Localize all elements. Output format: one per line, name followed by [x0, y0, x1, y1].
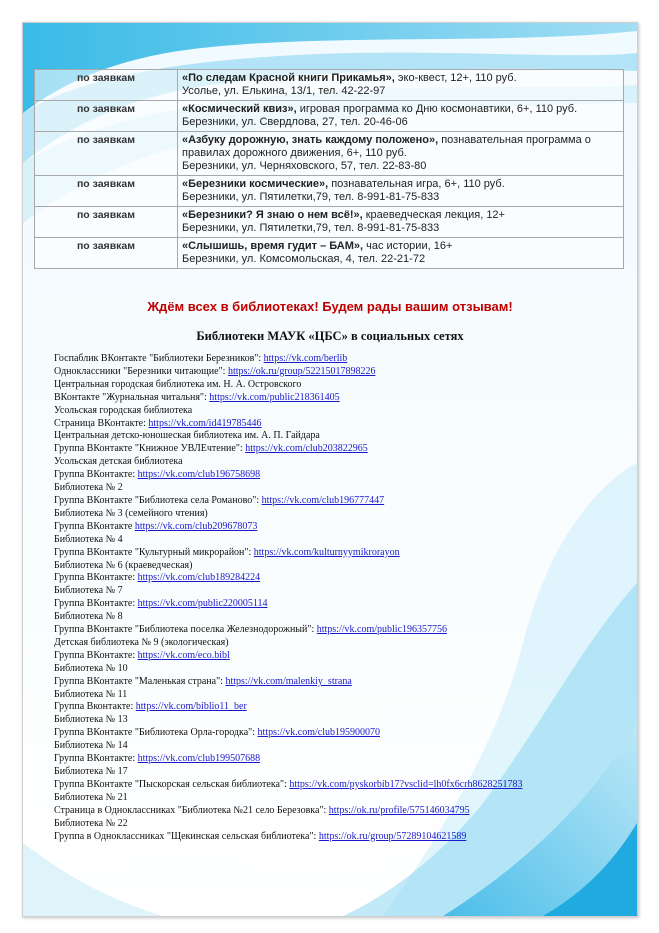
library-name-line: [54, 792, 624, 805]
event-row: [35, 176, 624, 207]
social-heading: Библиотеки МАУК «ЦБС» в социальных сетях: [196, 329, 464, 343]
event-title: «Березники? Я знаю о нем всё!»,: [182, 209, 363, 221]
event-row: [35, 101, 624, 132]
social-link-label: Группа Вконтакте:: [54, 701, 136, 713]
library-name-line: [54, 456, 624, 469]
event-address: Березники, ул. Пятилетки,79, тел. 8-991-81-75-833: [182, 222, 440, 234]
event-title: «Березники космические»,: [182, 178, 329, 190]
library-name-line: [54, 714, 624, 727]
event-address: Березники, ул. Свердлова, 27, тел. 20-46-06: [182, 116, 408, 128]
social-link-label: Группа ВКонтакте: [54, 520, 135, 532]
event-address: Березники, ул. Черняховского, 57, тел. 22-83-80: [182, 160, 427, 172]
social-link-line: [54, 753, 624, 766]
event-title: «Азбуку дорожную, знать каждому положено»,: [182, 134, 439, 146]
event-when: по заявкам: [35, 132, 178, 176]
library-name: Библиотека № 6 (краеведческая): [54, 559, 193, 571]
social-link-label: Группа ВКонтакте:: [54, 598, 138, 610]
event-title: «По следам Красной книги Прикамья»,: [182, 72, 395, 84]
library-name-line: [54, 379, 624, 392]
social-link-label: Группа ВКонтакте:: [54, 469, 138, 481]
event-details: [178, 132, 624, 176]
library-name-line: [54, 482, 624, 495]
event-details: [178, 176, 624, 207]
event-description: познавательная игра, 6+, 110 руб.: [328, 178, 505, 190]
social-link-label: Группа ВКонтакте "Культурный микрорайон":: [54, 546, 254, 558]
event-title: «Слышишь, время гудит – БАМ»,: [182, 240, 364, 252]
library-name: Библиотека № 4: [54, 533, 123, 545]
social-link-line: [54, 805, 624, 818]
social-link-url[interactable]: https://vk.com/eco.bibl: [137, 649, 230, 661]
library-name: Усольская детская библиотека: [54, 456, 183, 468]
social-link-url[interactable]: https://vk.com/club196777447: [261, 494, 385, 506]
library-name-line: [54, 637, 624, 650]
library-name-line: [54, 430, 624, 443]
library-name-line: [54, 560, 624, 573]
social-link-line: [54, 547, 624, 560]
library-name: Центральная городская библиотека им. Н. А. Островского: [54, 378, 302, 390]
library-name: Библиотека № 22: [54, 817, 128, 829]
events-table: [34, 69, 624, 269]
event-when: по заявкам: [35, 207, 178, 238]
library-name: Библиотека № 11: [54, 688, 128, 700]
library-name: Библиотека № 7: [54, 585, 123, 597]
event-address: Усолье, ул. Елькина, 13/1, тел. 42-22-97: [182, 85, 386, 97]
social-link-line: [54, 392, 624, 405]
event-details: [178, 207, 624, 238]
social-link-line: [54, 727, 624, 740]
event-when: по заявкам: [35, 70, 178, 101]
event-row: [35, 70, 624, 101]
social-link-label: Группа ВКонтакте "Пыскорская сельская библиотека":: [54, 778, 290, 790]
event-description: час истории, 16+: [363, 240, 453, 252]
social-link-label: ВКонтакте "Журнальная читальня":: [54, 391, 210, 403]
library-name-line: [54, 611, 624, 624]
document-page: [22, 22, 638, 917]
social-link-label: Страница ВКонтакте:: [54, 417, 149, 429]
social-link-line: [54, 831, 624, 844]
social-link-label: Одноклассники "Березники читающие":: [54, 365, 228, 377]
event-when: по заявкам: [35, 238, 178, 269]
social-link-label: Группа ВКонтакте:: [54, 753, 138, 765]
social-links-list: [54, 353, 624, 843]
library-name-line: [54, 585, 624, 598]
event-row: [35, 238, 624, 269]
social-link-label: Группа ВКонтакте:: [54, 649, 138, 661]
event-row: [35, 132, 624, 176]
social-link-url[interactable]: https://ok.ru/profile/575146034795: [328, 804, 470, 816]
event-address: Березники, ул. Пятилетки,79, тел. 8-991-81-75-833: [182, 191, 440, 203]
social-link-line: [54, 650, 624, 663]
social-link-url[interactable]: https://vk.com/pyskorbib17?vsclid=lh0fx6crh8628251783: [289, 778, 523, 790]
event-when: по заявкам: [35, 101, 178, 132]
social-link-label: Госпаблик ВКонтакте "Библиотеки Березников":: [54, 353, 264, 364]
social-link-url[interactable]: https://vk.com/public220005114: [137, 598, 268, 610]
library-name-line: [54, 740, 624, 753]
social-link-label: Страница в Одноклассниках "Библиотека №21 село Березовка":: [54, 804, 329, 816]
library-name: Библиотека № 8: [54, 611, 123, 623]
social-link-label: Группа в Одноклассниках "Щекинская сельская библиотека":: [54, 830, 319, 842]
social-link-label: Группа ВКонтакте "Маленькая страна":: [54, 675, 226, 687]
library-name-line: [54, 689, 624, 702]
event-description: познавательная программа о правилах дорожного движения, 6+, 110 руб.: [182, 134, 591, 159]
social-link-url[interactable]: https://vk.com/club203822965: [245, 443, 368, 455]
invitation-banner: Ждём всех в библиотеках! Будем рады вашим отзывам!: [147, 299, 513, 314]
event-details: [178, 238, 624, 269]
social-link-url[interactable]: https://vk.com/id419785446: [148, 417, 262, 429]
social-link-url[interactable]: https://vk.com/kulturnyymikrorayon: [253, 546, 400, 558]
social-link-line: [54, 701, 624, 714]
social-link-label: Группа ВКонтакте "Библиотека села Романово":: [54, 494, 262, 506]
library-name: Библиотека № 21: [54, 791, 128, 803]
social-link-line: [54, 469, 624, 482]
social-link-line: [54, 495, 624, 508]
library-name: Центральная детско-юношеская библиотека им. А. П. Гайдара: [54, 430, 320, 442]
social-link-line: [54, 366, 624, 379]
social-link-line: [54, 418, 624, 431]
event-description: эко-квест, 12+, 110 руб.: [394, 72, 517, 84]
library-name-line: [54, 818, 624, 831]
library-name: Библиотека № 17: [54, 766, 128, 777]
event-address: Березники, ул. Комсомольская, 4, тел. 22-21-72: [182, 253, 426, 265]
social-link-line: [54, 598, 624, 611]
social-link-url[interactable]: https://ok.ru/group/52215017898226: [227, 365, 376, 377]
event-title: «Космический квиз»,: [182, 103, 297, 115]
social-link-line: [54, 521, 624, 534]
social-link-line: [54, 779, 624, 792]
social-link-label: Группа ВКонтакте "Книжное УВЛЕчтение":: [54, 443, 246, 455]
library-name: Библиотека № 2: [54, 482, 123, 494]
library-name: Библиотека № 14: [54, 740, 128, 752]
social-link-url[interactable]: https://vk.com/club196758698: [137, 469, 261, 481]
event-details: [178, 70, 624, 101]
library-name: Библиотека № 3 (семейного чтения): [54, 507, 208, 519]
social-link-line: [54, 624, 624, 637]
event-details: [178, 101, 624, 132]
social-link-url[interactable]: https://vk.com/biblio11_ber: [135, 701, 247, 713]
social-link-line: [54, 443, 624, 456]
social-link-url[interactable]: https://vk.com/club209678073: [134, 520, 258, 532]
social-link-url[interactable]: https://vk.com/berlib: [263, 353, 348, 364]
social-link-url[interactable]: https://vk.com/public218361405: [209, 391, 340, 403]
library-name: Усольская городская библиотека: [54, 404, 193, 416]
social-link-url[interactable]: https://vk.com/public196357756: [316, 624, 448, 636]
social-link-label: Группа ВКонтакте "Библиотека Орла-городка":: [54, 727, 258, 739]
library-name: Детская библиотека № 9 (экологическая): [54, 636, 229, 648]
social-link-label: Группа ВКонтакте:: [54, 572, 138, 584]
library-name-line: [54, 766, 624, 779]
social-link-line: [54, 676, 624, 689]
social-link-url[interactable]: https://ok.ru/group/57289104621589: [318, 830, 467, 842]
social-link-url[interactable]: https://vk.com/club189284224: [137, 572, 261, 584]
library-name: Библиотека № 10: [54, 662, 128, 674]
event-description: краеведческая лекция, 12+: [362, 209, 505, 221]
event-when: по заявкам: [35, 176, 178, 207]
social-link-label: Группа ВКонтакте "Библиотека поселка Железнодорожный":: [54, 624, 317, 636]
social-link-url[interactable]: https://vk.com/club195900070: [257, 727, 381, 739]
social-link-line: [54, 572, 624, 585]
library-name-line: [54, 663, 624, 676]
social-link-url[interactable]: https://vk.com/malenkiy_strana: [225, 675, 352, 687]
event-description: игровая программа ко Дню космонавтики, 6+, 110 руб.: [296, 103, 578, 115]
social-link-line: [54, 353, 624, 366]
social-link-url[interactable]: https://vk.com/club199507688: [137, 753, 261, 765]
library-name: Библиотека № 13: [54, 714, 128, 726]
library-name-line: [54, 508, 624, 521]
event-row: [35, 207, 624, 238]
library-name-line: [54, 405, 624, 418]
library-name-line: [54, 534, 624, 547]
